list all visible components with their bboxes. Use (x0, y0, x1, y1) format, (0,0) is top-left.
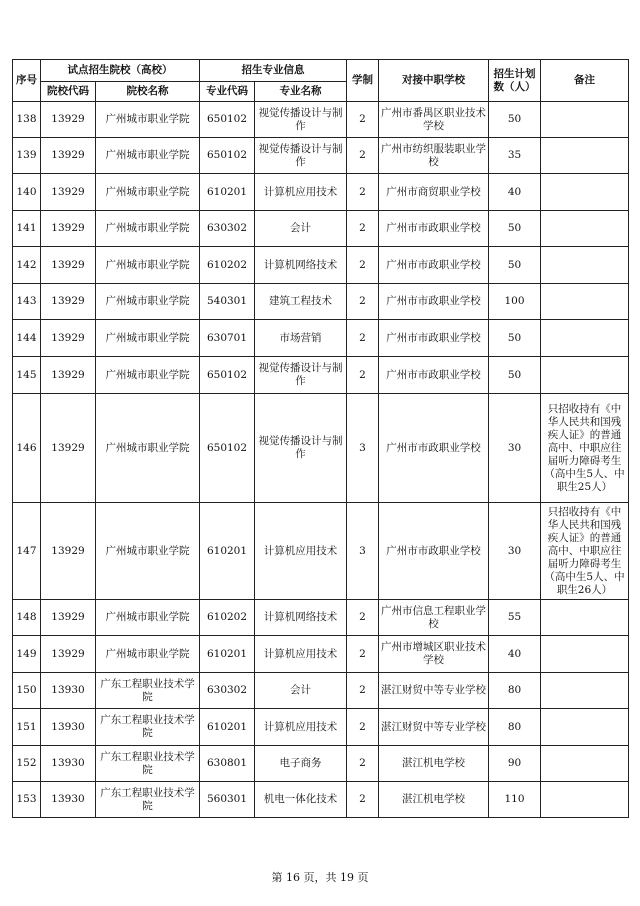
seq-cell: 149 (13, 636, 41, 673)
major-name-cell: 计算机应用技术 (255, 709, 347, 746)
partner-school-cell: 广州市商贸职业学校 (379, 174, 489, 211)
partner-school-cell: 广州市市政职业学校 (379, 320, 489, 357)
seq-cell: 147 (13, 503, 41, 600)
seq-cell: 142 (13, 247, 41, 284)
partner-school-cell: 湛江财贸中等专业学校 (379, 673, 489, 709)
school-name-cell: 广州城市职业学院 (96, 357, 200, 394)
seq-cell: 146 (13, 394, 41, 503)
table-row (13, 102, 629, 138)
school-code-cell: 13929 (41, 636, 96, 673)
seq-cell: 143 (13, 284, 41, 320)
col-major-name-header: 专业名称 (255, 82, 347, 102)
table-row (13, 247, 629, 284)
col-school-name-header: 院校名称 (96, 82, 200, 102)
col-partner-school-header: 对接中职学校 (379, 60, 489, 102)
table-row (13, 138, 629, 174)
duration-cell: 2 (347, 247, 379, 284)
partner-school-cell: 广州市番禺区职业技术学校 (379, 102, 489, 138)
table-row (13, 636, 629, 673)
school-code-cell: 13930 (41, 673, 96, 709)
major-name-cell: 会计 (255, 211, 347, 247)
plan-cell: 50 (489, 357, 541, 394)
seq-cell: 140 (13, 174, 41, 211)
plan-cell: 30 (489, 394, 541, 503)
partner-school-cell: 广州市市政职业学校 (379, 211, 489, 247)
plan-cell: 30 (489, 503, 541, 600)
seq-cell: 152 (13, 746, 41, 782)
duration-cell: 2 (347, 673, 379, 709)
plan-cell: 40 (489, 174, 541, 211)
major-name-cell: 视觉传播设计与制作 (255, 357, 347, 394)
school-name-cell: 广东工程职业技术学院 (96, 746, 200, 782)
major-name-cell: 会计 (255, 673, 347, 709)
remark-cell (541, 746, 629, 782)
major-code-cell: 630302 (200, 211, 255, 247)
duration-cell: 2 (347, 320, 379, 357)
school-name-cell: 广州城市职业学院 (96, 503, 200, 600)
major-code-cell: 540301 (200, 284, 255, 320)
duration-cell: 2 (347, 636, 379, 673)
major-code-cell: 610201 (200, 709, 255, 746)
duration-cell: 2 (347, 746, 379, 782)
duration-cell: 3 (347, 503, 379, 600)
school-code-cell: 13929 (41, 320, 96, 357)
major-code-cell: 610202 (200, 600, 255, 636)
partner-school-cell: 湛江财贸中等专业学校 (379, 709, 489, 746)
major-code-cell: 650102 (200, 102, 255, 138)
col-duration-header: 学制 (347, 60, 379, 102)
major-name-cell: 计算机应用技术 (255, 636, 347, 673)
table-row (13, 673, 629, 709)
col-seq-header: 序号 (13, 60, 41, 102)
plan-cell: 50 (489, 102, 541, 138)
duration-cell: 2 (347, 357, 379, 394)
col-major-info-header: 招生专业信息 (200, 60, 347, 82)
table-row (13, 211, 629, 247)
duration-cell: 2 (347, 138, 379, 174)
table-row (13, 503, 629, 600)
enrollment-table (12, 59, 629, 818)
col-remark-header: 备注 (541, 60, 629, 102)
major-code-cell: 610202 (200, 247, 255, 284)
remark-cell (541, 782, 629, 818)
school-code-cell: 13929 (41, 503, 96, 600)
school-name-cell: 广州城市职业学院 (96, 138, 200, 174)
table-row (13, 746, 629, 782)
school-code-cell: 13929 (41, 357, 96, 394)
table-row (13, 394, 629, 503)
partner-school-cell: 湛江机电学校 (379, 746, 489, 782)
plan-cell: 50 (489, 211, 541, 247)
plan-cell: 110 (489, 782, 541, 818)
remark-cell (541, 284, 629, 320)
duration-cell: 3 (347, 394, 379, 503)
school-name-cell: 广州城市职业学院 (96, 284, 200, 320)
partner-school-cell: 湛江机电学校 (379, 782, 489, 818)
partner-school-cell: 广州市纺织服装职业学校 (379, 138, 489, 174)
remark-cell (541, 357, 629, 394)
remark-cell (541, 211, 629, 247)
partner-school-cell: 广州市市政职业学校 (379, 503, 489, 600)
school-code-cell: 13929 (41, 600, 96, 636)
col-plan-header: 招生计划数（人） (489, 60, 541, 102)
remark-cell (541, 102, 629, 138)
school-name-cell: 广东工程职业技术学院 (96, 782, 200, 818)
school-code-cell: 13929 (41, 211, 96, 247)
partner-school-cell: 广州市市政职业学校 (379, 284, 489, 320)
duration-cell: 2 (347, 284, 379, 320)
plan-cell: 50 (489, 247, 541, 284)
remark-cell (541, 174, 629, 211)
major-name-cell: 视觉传播设计与制作 (255, 102, 347, 138)
plan-cell: 40 (489, 636, 541, 673)
major-code-cell: 630801 (200, 746, 255, 782)
major-code-cell: 650102 (200, 357, 255, 394)
duration-cell: 2 (347, 102, 379, 138)
page-footer: 第 16 页，共 19 页 (271, 871, 369, 884)
seq-cell: 141 (13, 211, 41, 247)
school-name-cell: 广州城市职业学院 (96, 174, 200, 211)
table-row (13, 357, 629, 394)
school-name-cell: 广东工程职业技术学院 (96, 673, 200, 709)
school-name-cell: 广州城市职业学院 (96, 247, 200, 284)
partner-school-cell: 广州市增城区职业技术学校 (379, 636, 489, 673)
seq-cell: 151 (13, 709, 41, 746)
major-code-cell: 630302 (200, 673, 255, 709)
school-code-cell: 13929 (41, 174, 96, 211)
duration-cell: 2 (347, 782, 379, 818)
major-name-cell: 视觉传播设计与制作 (255, 394, 347, 503)
school-name-cell: 广州城市职业学院 (96, 320, 200, 357)
major-code-cell: 610201 (200, 636, 255, 673)
plan-cell: 35 (489, 138, 541, 174)
seq-cell: 150 (13, 673, 41, 709)
duration-cell: 2 (347, 174, 379, 211)
table-row (13, 174, 629, 211)
school-code-cell: 13930 (41, 782, 96, 818)
major-name-cell: 市场营销 (255, 320, 347, 357)
seq-cell: 139 (13, 138, 41, 174)
major-code-cell: 630701 (200, 320, 255, 357)
col-school-code-header: 院校代码 (41, 82, 96, 102)
partner-school-cell: 广州市市政职业学校 (379, 247, 489, 284)
school-name-cell: 广州城市职业学院 (96, 600, 200, 636)
major-name-cell: 视觉传播设计与制作 (255, 138, 347, 174)
remark-cell (541, 709, 629, 746)
major-name-cell: 计算机网络技术 (255, 247, 347, 284)
duration-cell: 2 (347, 600, 379, 636)
seq-cell: 148 (13, 600, 41, 636)
remark-cell (541, 636, 629, 673)
major-code-cell: 650102 (200, 138, 255, 174)
partner-school-cell: 广州市市政职业学校 (379, 394, 489, 503)
remark-cell (541, 138, 629, 174)
remark-cell (541, 600, 629, 636)
remark-cell: 只招收持有《中华人民共和国残疾人证》的普通高中、中职应往届听力障碍考生（高中生5人、中职生26人） (541, 503, 629, 600)
major-name-cell: 计算机应用技术 (255, 174, 347, 211)
partner-school-cell: 广州市信息工程职业学校 (379, 600, 489, 636)
seq-cell: 153 (13, 782, 41, 818)
table-body (13, 102, 629, 818)
major-name-cell: 电子商务 (255, 746, 347, 782)
major-code-cell: 610201 (200, 174, 255, 211)
duration-cell: 2 (347, 211, 379, 247)
seq-cell: 144 (13, 320, 41, 357)
major-name-cell: 建筑工程技术 (255, 284, 347, 320)
plan-cell: 90 (489, 746, 541, 782)
school-code-cell: 13930 (41, 746, 96, 782)
school-name-cell: 广州城市职业学院 (96, 394, 200, 503)
school-code-cell: 13929 (41, 247, 96, 284)
seq-cell: 145 (13, 357, 41, 394)
school-code-cell: 13930 (41, 709, 96, 746)
duration-cell: 2 (347, 709, 379, 746)
school-code-cell: 13929 (41, 138, 96, 174)
table-row (13, 600, 629, 636)
partner-school-cell: 广州市市政职业学校 (379, 357, 489, 394)
school-name-cell: 广州城市职业学院 (96, 211, 200, 247)
school-name-cell: 广州城市职业学院 (96, 102, 200, 138)
plan-cell: 55 (489, 600, 541, 636)
table-row (13, 709, 629, 746)
major-code-cell: 610201 (200, 503, 255, 600)
plan-cell: 80 (489, 673, 541, 709)
school-name-cell: 广州城市职业学院 (96, 636, 200, 673)
table-row (13, 782, 629, 818)
major-name-cell: 计算机网络技术 (255, 600, 347, 636)
remark-cell (541, 247, 629, 284)
plan-cell: 100 (489, 284, 541, 320)
plan-cell: 50 (489, 320, 541, 357)
plan-cell: 80 (489, 709, 541, 746)
school-code-cell: 13929 (41, 284, 96, 320)
col-major-code-header: 专业代码 (200, 82, 255, 102)
major-name-cell: 机电一体化技术 (255, 782, 347, 818)
major-code-cell: 650102 (200, 394, 255, 503)
seq-cell: 138 (13, 102, 41, 138)
table-row (13, 284, 629, 320)
remark-cell (541, 673, 629, 709)
school-code-cell: 13929 (41, 102, 96, 138)
school-name-cell: 广东工程职业技术学院 (96, 709, 200, 746)
table-row (13, 320, 629, 357)
school-code-cell: 13929 (41, 394, 96, 503)
remark-cell: 只招收持有《中华人民共和国残疾人证》的普通高中、中职应往届听力障碍考生（高中生5人、中职生25人） (541, 394, 629, 503)
major-name-cell: 计算机应用技术 (255, 503, 347, 600)
major-code-cell: 560301 (200, 782, 255, 818)
col-pilot-school-header: 试点招生院校（高校） (41, 60, 200, 82)
remark-cell (541, 320, 629, 357)
